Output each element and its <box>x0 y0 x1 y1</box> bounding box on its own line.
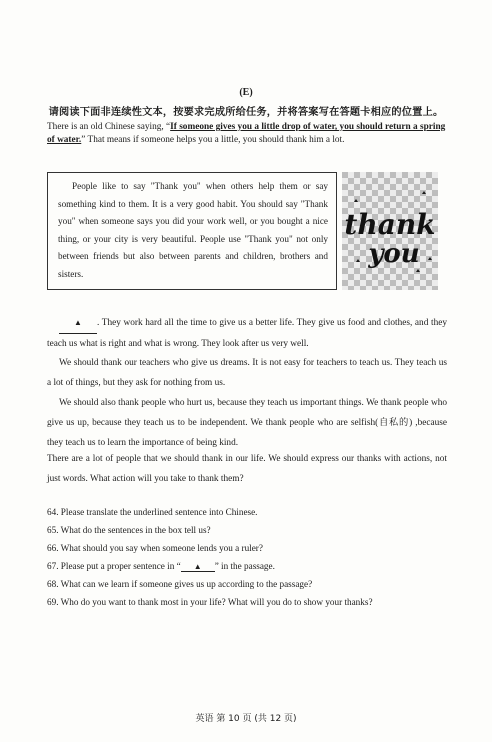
q67-after: ” in the passage. <box>214 561 275 571</box>
section-label: (E) <box>239 87 253 98</box>
question-65: 65. What do the sentences in the box tell us? <box>47 525 211 535</box>
q67-before: 67. Please put a proper sentence in “ <box>47 561 181 571</box>
paragraph-3: We should also thank people who hurt us, because they teach us important things. We thank people who give us up, because they teach us to be independent. We thank people who are selfish(自私的) ,because they teach us to learn the importance of being kind. <box>47 398 447 448</box>
image-word-you: you <box>368 239 420 269</box>
question-66: 66. What should you say when someone lends you a ruler? <box>47 543 263 553</box>
answer-blank <box>59 313 97 334</box>
instruction: 请阅读下面非连续性文本，按要求完成所给任务，并将答案写在答题卡相应的位置上。 <box>48 107 444 118</box>
paragraph-2: We should thank our teachers who give us dreams. It is not easy for teachers to teach us. They teach us a lot of things, but they ask for nothing from us. <box>47 358 447 388</box>
question-64: 64. Please translate the underlined sentence into Chinese. <box>47 507 258 517</box>
question-67 <box>47 561 275 572</box>
paragraph-1 <box>47 313 447 354</box>
page-footer: 英语 第 10 页 (共 12 页) <box>195 714 297 724</box>
q67-blank <box>181 561 215 572</box>
intro-before: There is an old Chinese saying, “ <box>47 122 171 132</box>
para1-text: . They work hard all the time to give us a better life. They give us food and clothes, and they teach us what is right and what is wrong. They look after us very well. <box>47 318 447 349</box>
triangle-icon: ▲ <box>74 318 82 327</box>
intro-after: ” That means if someone helps you a little, you should thank him a lot. <box>81 135 345 145</box>
box-text: People like to say "Thank you" when others help them or say something kind to them. It is a very good habit. You should say "Thank you" when someone says you did your work well, or you bought a nice thing, or your city is very beautiful. People use "Thank you" not only between friends but also between parents and children, brothers and sisters. <box>58 181 328 279</box>
triangle-icon: ▲ <box>193 562 202 571</box>
intro-paragraph <box>47 121 447 147</box>
underlined-sentence: If someone gives you a little drop of water, you should return a spring of water. <box>47 122 446 145</box>
question-69: 69. Who do you want to thank most in your life? What will you do to show your thanks? <box>47 597 373 607</box>
paragraph-4: There are a lot of people that we should thank in our life. We should express our thanks with actions, not just words. What action will you take to thank them? <box>47 454 447 484</box>
image-word-thank: thank <box>344 208 436 241</box>
thank-you-image <box>342 172 438 290</box>
question-68: 68. What can we learn if someone gives us up according to the passage? <box>47 579 313 589</box>
